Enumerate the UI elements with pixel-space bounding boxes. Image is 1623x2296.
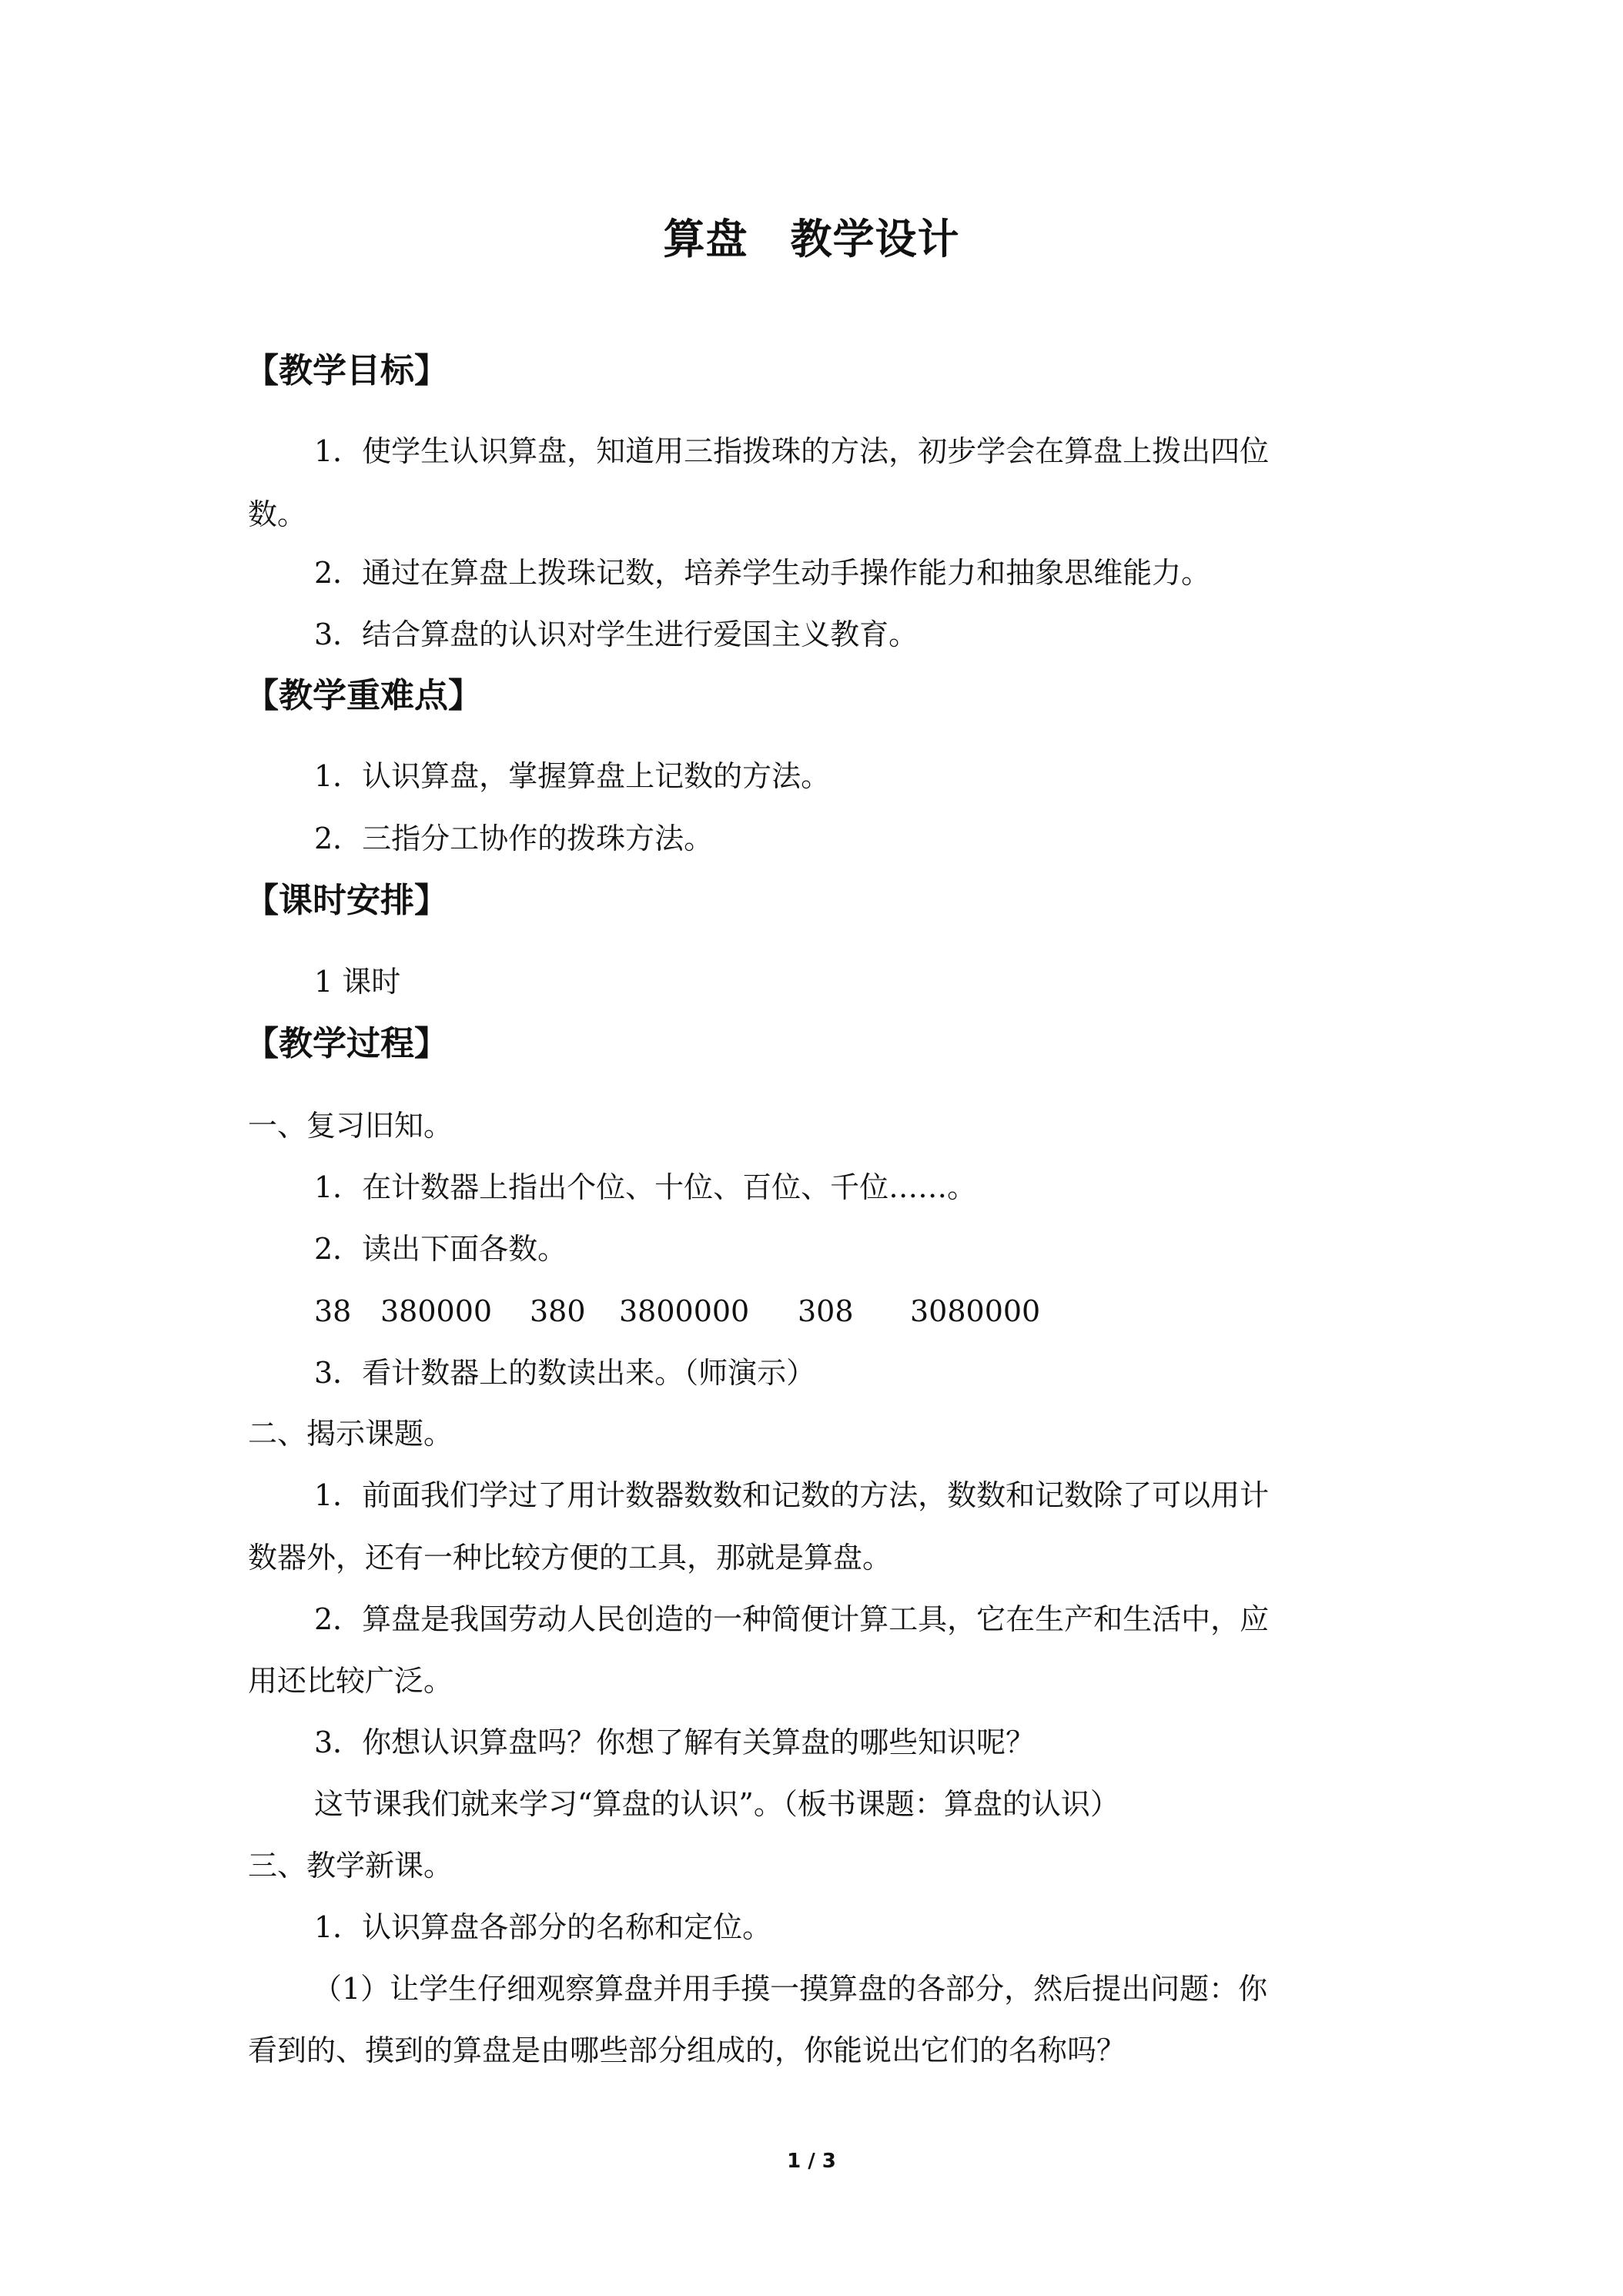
- heading-key-points: 【教学重难点】: [245, 676, 482, 715]
- number-item: 380000: [380, 1294, 493, 1328]
- key-point-1: 1．认识算盘，掌握算盘上记数的方法。: [314, 759, 831, 793]
- process-line-newlesson: 三、教学新课。: [248, 1849, 453, 1883]
- objective-item-1-cont: 数。: [248, 497, 307, 531]
- process-line-5-cont: 用还比较广泛。: [248, 1664, 453, 1698]
- heading-schedule: 【课时安排】: [245, 881, 448, 920]
- process-line-2: 2．读出下面各数。: [314, 1232, 567, 1266]
- process-line-review: 一、复习旧知。: [248, 1109, 453, 1143]
- process-line-8: 1．认识算盘各部分的名称和定位。: [314, 1910, 772, 1944]
- number-item: 3080000: [910, 1294, 1041, 1328]
- number-item: 3800000: [619, 1294, 750, 1328]
- process-line-7: 这节课我们就来学习“算盘的认识”。（板书课题：算盘的认识）: [314, 1787, 1119, 1821]
- process-line-5: 2．算盘是我国劳动人民创造的一种简便计算工具，它在生产和生活中，应: [314, 1602, 1270, 1636]
- process-line-reveal: 二、揭示课题。: [248, 1417, 453, 1451]
- process-line-4-cont: 数器外，还有一种比较方便的工具，那就是算盘。: [248, 1541, 892, 1575]
- heading-process: 【教学过程】: [245, 1024, 448, 1063]
- objective-item-2: 2．通过在算盘上拨珠记数，培养学生动手操作能力和抽象思维能力。: [314, 556, 1211, 590]
- schedule-text: 1 课时: [314, 965, 401, 999]
- process-line-3: 3．看计数器上的数读出来。（师演示）: [314, 1356, 816, 1390]
- number-list: [314, 1292, 1040, 1330]
- process-line-1: 1．在计数器上指出个位、十位、百位、千位……。: [314, 1170, 977, 1204]
- number-item: 38: [314, 1294, 352, 1328]
- key-point-2: 2．三指分工协作的拨珠方法。: [314, 822, 714, 855]
- page-number: 1 / 3: [787, 2150, 836, 2173]
- process-line-9-cont: 看到的、摸到的算盘是由哪些部分组成的，你能说出它们的名称吗？: [248, 2033, 1126, 2067]
- document-title: 算盘 教学设计: [663, 215, 960, 263]
- number-item: 308: [798, 1294, 854, 1328]
- objective-item-1: 1．使学生认识算盘，知道用三指拨珠的方法，初步学会在算盘上拨出四位: [314, 434, 1270, 468]
- process-line-9: （1）让学生仔细观察算盘并用手摸一摸算盘的各部分，然后提出问题：你: [313, 1972, 1268, 2006]
- heading-objectives: 【教学目标】: [245, 351, 448, 390]
- objective-item-3: 3．结合算盘的认识对学生进行爱国主义教育。: [314, 618, 919, 651]
- process-line-6: 3．你想认识算盘吗？你想了解有关算盘的哪些知识呢？: [314, 1725, 1036, 1759]
- number-item: 380: [530, 1294, 586, 1328]
- process-line-4: 1．前面我们学过了用计数器数数和记数的方法，数数和记数除了可以用计: [314, 1478, 1270, 1512]
